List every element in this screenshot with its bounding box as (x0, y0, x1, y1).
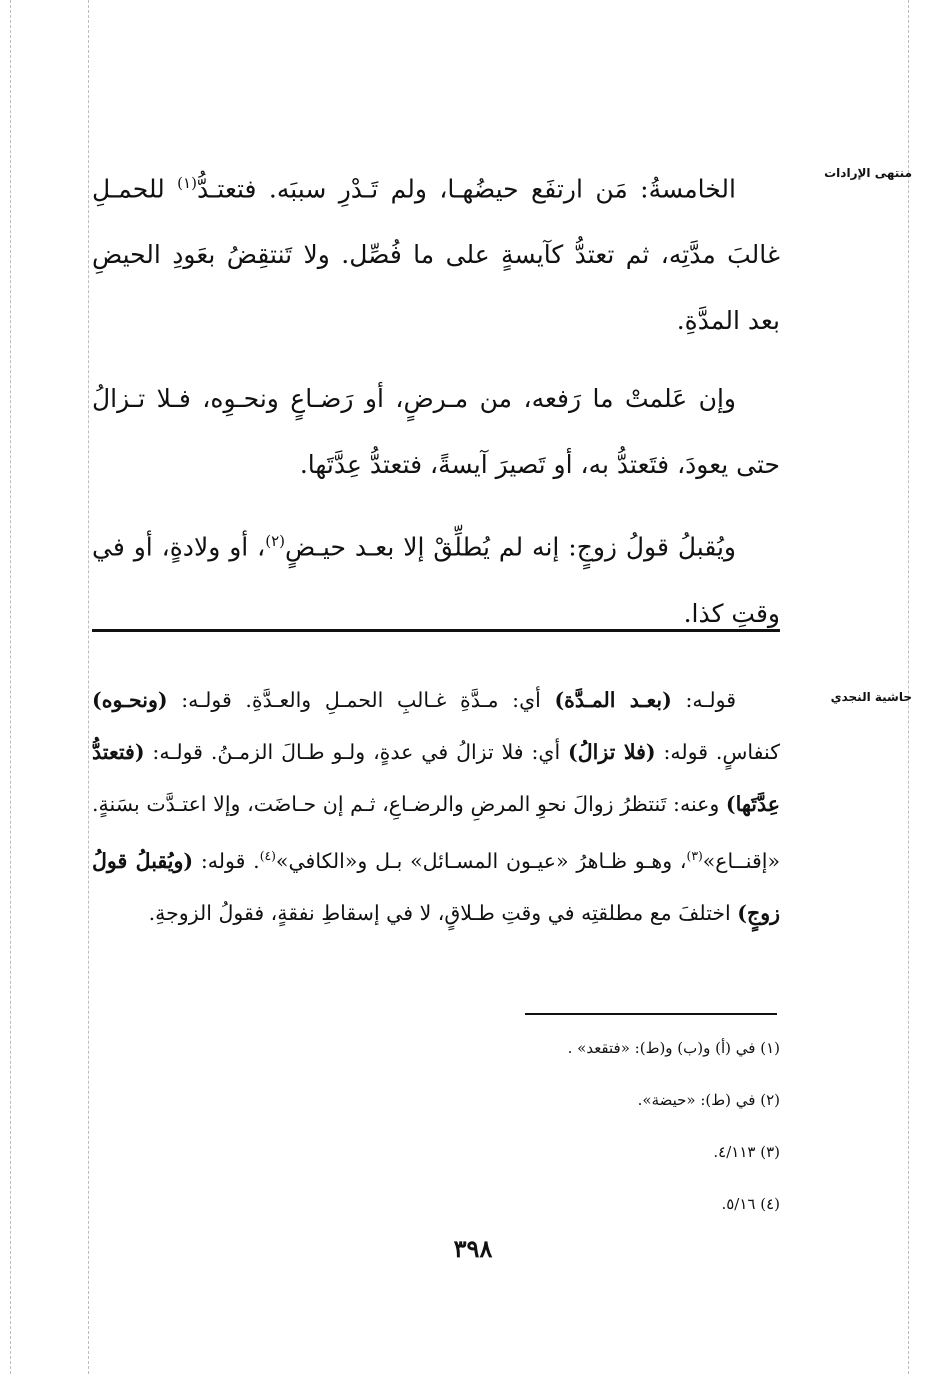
footnote-marker: (٣) (686, 849, 703, 863)
footnote-marker: (٤) (259, 849, 276, 863)
commentary-paragraph: قولـه: (بعـد المـدَّة) أي: مـدَّةِ غـالبِ الحمـلِ والعـدَّةِ. قولـه: (ونحـوه) كنفاسٍ. قوله: (فلا تزالُ) أي: فلا تزالُ في عدةٍ، ولـو طـالَ الزمـنُ. قولـه: (فتعتدُّ عِدَّتَها) وعنه: تَنتظرُ زوالَ نحوِ المرضِ والرضـاعِ، ثـم إن حـاضَت، وإلا اعتـدَّت بسَنةٍ. «إقنــاع»$^{(٣)}$، وهـو ظـاهرُ «عيـون المسـائل» بـل و«الكافي»$^{(٤)}$. قوله: (ويُقبلُ قولُ زوجٍ) اختلفَ مع مطلقتِه في وقتِ طـلاقٍ، لا في إسقاطِ نفقةٍ، فقولُ الزوجةِ. (92, 688, 781, 925)
footnote-item: (٣) ٤/١١٣. (713, 1143, 780, 1161)
page-number: ٣٩٨ (453, 1234, 493, 1263)
main-paragraph: ويُقبلُ قولُ زوجٍ: إنه لم يُطلِّقْ إلا بعـد حيـضٍ$^{(٢)}$، أو ولادةٍ، أو في وقتِ كذا. (92, 532, 780, 628)
commentary-text (92, 674, 780, 939)
footnote-item: (٤) ٥/١٦. (721, 1195, 780, 1213)
footnote-item: (٢) في (ط): «حيضة». (637, 1091, 780, 1109)
scan-guide-line (908, 0, 909, 1374)
main-text-source-label: منتهى الإرادات (824, 166, 912, 180)
footnotes (420, 1038, 780, 1246)
footnote-item: (١) في (أ) و(ب) و(ط): «فتقعد» . (567, 1039, 780, 1057)
footnote-divider (525, 1013, 777, 1015)
footnote-marker: (١) (177, 174, 197, 192)
scan-guide-line (10, 0, 11, 1374)
commentary-source-label: حاشية النجدي (830, 690, 912, 704)
footnote-marker: (٢) (265, 532, 285, 551)
section-divider (92, 629, 780, 632)
scan-guide-line (88, 0, 89, 1374)
main-text (92, 150, 780, 647)
main-paragraph: الخامسةُ: مَن ارتفَع حيضُهـا، ولم تَـدْرِ سببَه. فتعتـدُّ$^{(١)}$ للحمـلِ غالبَ مدَّتِه، ثم تعتدُّ كآيسةٍ على ما فُصِّل. ولا تَنتقِضُ بعَودِ الحيضِ بعد المدَّةِ. (92, 174, 780, 336)
main-paragraph: وإن عَلمتْ ما رَفعه، من مـرضٍ، أو رَضـاعٍ ونحـوِه، فـلا تـزالُ حتى يعودَ، فتَعتدُّ به، أو تَصيرَ آيسةً، فتعتدُّ عِدَّتَها. (92, 384, 780, 480)
